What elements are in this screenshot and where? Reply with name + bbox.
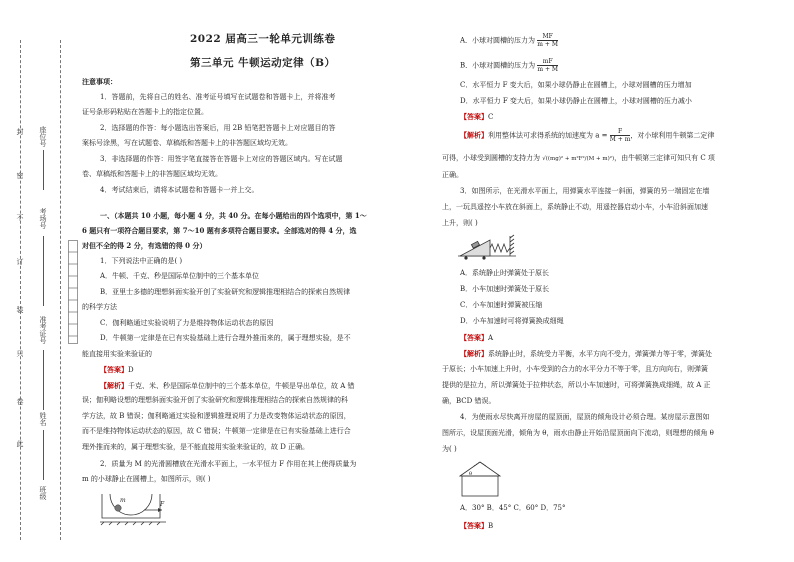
field-room-line — [43, 236, 44, 306]
q2-stem-2: m 的小球静止在圆槽上，如图所示，则( ) — [82, 475, 211, 483]
q4-figure — [456, 458, 504, 498]
margin-char-mi: 密 — [16, 172, 24, 179]
q3-option-b: B．小车加速时弹簧处于原长 — [460, 285, 550, 293]
margin-char-ding: 订 — [16, 258, 24, 265]
q1-option-d-b: 能直接用实验来验证的 — [82, 350, 152, 358]
field-ticket-number: 准考证号 — [39, 316, 47, 344]
margin-char-bu: 不 — [16, 214, 24, 221]
notice-item2-a: 2．选择题的作答：每小题选出答案后，用 2B 铅笔把答题卡上对应题目的答 — [100, 124, 336, 132]
q4-figure-angle-label: θ — [469, 471, 473, 477]
q3-answer — [460, 332, 493, 344]
support-force-formula: √((mg)² + m²F²/(M + m)²) — [542, 156, 615, 162]
section1-line1: 一、（本题共 10 小题，每小题 4 分，共 40 分。在每小题给出的四个选项中，第 1～ — [100, 211, 367, 220]
q3-option-c: C．小车加速时弹簧被压缩 — [460, 301, 543, 309]
analysis-text-cont: ，对小球利用牛顿第二定律 — [630, 131, 715, 140]
q2-option-a — [460, 33, 558, 48]
answer-tag: 【答案】 — [460, 521, 488, 530]
notice-item1-b: 证号条形码粘贴在答题卡上的指定位置。 — [82, 108, 208, 116]
field-seat-line — [43, 150, 44, 190]
q2-option-b — [460, 58, 558, 73]
q1-analysis-2: 误；伽利略设想的理想斜面实验开创了实验研究和逻辑推理相结合的探索自然规律的科 — [82, 396, 348, 404]
answer-value: A — [488, 334, 494, 342]
fraction-denominator: M + m — [609, 136, 631, 143]
notice-heading: 注意事项： — [82, 77, 117, 86]
field-exam-room: 考场号 — [39, 208, 47, 229]
q2-option-c: C．水平恒力 F 变大后，如果小球仍静止在圆槽上，小球对圆槽的压力增加 — [460, 81, 692, 89]
q2-analysis-2 — [442, 153, 715, 165]
field-name-line — [43, 430, 44, 480]
answer-tag: 【答案】 — [460, 112, 488, 121]
q2-analysis-3: 正确。 — [442, 171, 463, 179]
fraction-denominator: m + M — [537, 41, 558, 48]
q2-figure-label-m: m — [120, 497, 126, 504]
q3-analysis-3: 提供的是拉力，所以弹簧处于拉伸状态，所以小车加速时，可将弹簧换成细绳，故 A 正 — [442, 381, 711, 389]
analysis-text: 系统静止时，系统受力平衡，水平方向不受力，弹簧弹力等于零，弹簧处 — [488, 350, 712, 358]
q3-analysis-4: 确，BCD 错误。 — [442, 397, 496, 405]
margin-char-ci: 此 — [16, 440, 24, 447]
field-class: 班级 — [39, 486, 47, 500]
analysis-tag: 【解析】 — [100, 381, 128, 390]
analysis-text-cont: ，由牛顿第三定律可知只有 C 项 — [614, 154, 715, 162]
q3-stem-2: 上，一玩具遥控小车放在斜面上，系统静止不动，用遥控器启动小车，小车沿斜面加速 — [442, 203, 708, 211]
margin-char-zhuang: 装 — [16, 306, 24, 313]
fraction-numerator: F — [610, 128, 631, 136]
ticket-number-boxes — [68, 240, 78, 344]
q1-option-b-a: B．亚里士多德的理想斜面实验开创了实验研究和逻辑推理相结合的探索自然规律 — [100, 288, 351, 296]
q1-analysis-1 — [100, 380, 355, 392]
q3-stem-1: 3．如图所示，在光滑水平面上，用弹簧水平连接一斜面，弹簧的另一端固定在墙 — [460, 187, 710, 195]
answer-value: D — [128, 366, 134, 374]
q2-option-b-fraction — [537, 58, 558, 73]
answer-tag: 【答案】 — [460, 333, 488, 342]
q2-figure — [100, 490, 168, 526]
q3-figure — [458, 232, 518, 262]
q2-stem-1: 2．质量为 M 的光滑圆槽放在光滑水平面上，一水平恒力 F 作用在其上使得质量为 — [100, 460, 357, 468]
q1-analysis-4: 而不是维持物体运动状态的原因，故 C 错误；牛顿第一定律是在已有实验基础上进行合 — [82, 427, 351, 435]
field-name: 姓名 — [39, 412, 47, 426]
notice-item2-b: 案标号涂黑，写在试题卷、草稿纸和答题卡上的非答题区域均无效。 — [82, 139, 292, 147]
q3-option-d: D．小车加速时可将弹簧换成细绳 — [460, 317, 564, 325]
q4-stem-2: 图所示，设屋顶面光滑，倾角为 θ，雨水由静止开始沿屋顶面向下流动，则理想的倾角 θ — [442, 429, 714, 437]
q1-option-c: C．伽利略通过实验说明了力是维持物体运动状态的原因 — [100, 319, 274, 327]
margin-char-zhi: 只 — [16, 350, 24, 357]
q1-stem: 1．下列说法中正确的是( ) — [100, 257, 183, 265]
analysis-tag: 【解析】 — [460, 130, 488, 140]
notice-item1-a: 1．答题前，先将自己的姓名、准考证号填写在试题卷和答题卡上，并将准考 — [100, 93, 336, 101]
q4-stem-1: 4．为使雨水尽快离开房屋的屋顶面，屋顶的倾角设计必须合理。某房屋示意图如 — [460, 413, 710, 421]
q3-stem-3: 上升，则( ) — [442, 219, 478, 227]
notice-item4: 4．考试结束后，请将本试题卷和答题卡一并上交。 — [100, 186, 259, 194]
q1-answer — [100, 364, 134, 376]
q2-figure-label-f: F — [160, 501, 165, 508]
section1-line2: 6 题只有一项符合题目要求，第 7～10 题有多项符合题目要求。全部选对的得 4 分，选 — [82, 226, 357, 235]
field-seat-number: 座位号 — [39, 126, 47, 147]
page-subtitle: 第三单元 牛顿运动定律（B） — [190, 57, 336, 69]
section1-line3: 对但不全的得 2 分，有选错的得 0 分） — [82, 241, 207, 250]
q2-analysis-1 — [460, 128, 714, 143]
answer-value: C — [488, 113, 494, 121]
q1-option-b-b: 的科学方法 — [82, 303, 117, 311]
q4-stem-3: 为( ) — [442, 445, 457, 453]
margin-char-juan: 卷 — [16, 398, 24, 405]
q1-option-a: A．牛顿、千克、秒是国际单位制中的三个基本单位 — [100, 272, 260, 280]
answer-value: B — [488, 522, 494, 530]
answer-tag: 【答案】 — [100, 365, 128, 374]
q1-analysis-5: 理外推而来的，属于理想实验，是不能直接用实验来验证的，故 D 正确。 — [82, 443, 310, 451]
q1-option-d-a: D．牛顿第一定律是在已有实验基础上进行合理外推而来的，属于理想实验，是不 — [100, 334, 351, 342]
notice-item3-a: 3．非选择题的作答：用签字笔直接答在答题卡上对应的答题区域内。写在试题 — [100, 155, 343, 163]
q3-option-a: A．系统静止时弹簧处于原长 — [460, 269, 550, 277]
page-title: 2022 届高三一轮单元训练卷 — [190, 33, 336, 45]
q2-answer — [460, 111, 493, 123]
q2-option-a-text: A．小球对圆槽的压力为 — [460, 36, 536, 45]
analysis-text: 可得，小球受到圆槽的支持力为 — [442, 154, 540, 162]
analysis-tag: 【解析】 — [460, 349, 488, 358]
q2-analysis-fraction — [610, 128, 631, 143]
fraction-numerator: MF — [537, 33, 558, 41]
q1-analysis-3: 学方法，故 B 错误；伽利略通过实验和逻辑推理说明了力是改变物体运动状态的原因， — [82, 412, 351, 420]
q4-options: A．30° B．45° C．60° D．75° — [460, 504, 566, 512]
binding-line-outer — [20, 40, 21, 540]
fraction-denominator: m + M — [537, 66, 559, 73]
notice-item3-b: 卷、草稿纸和答题卡上的非答题区域均无效。 — [82, 170, 222, 178]
q2-option-d: D．水平恒力 F 变大后，如果小球仍静止在圆槽上，小球对圆槽的压力减小 — [460, 97, 692, 105]
q3-analysis-2: 于原长；小车加速上升时，小车受到的合力的水平分力不等于零，且方向向右，则弹簧 — [442, 365, 708, 373]
q4-answer — [460, 520, 493, 532]
q2-option-b-text: B．小球对圆槽的压力为 — [460, 61, 536, 70]
analysis-text: 利用整体法可求得系统的加速度为 a = — [488, 131, 608, 140]
q3-analysis-1 — [460, 348, 712, 360]
fraction-numerator: mF — [537, 58, 558, 66]
analysis-text: 千克、米、秒是国际单位制中的三个基本单位，牛顿是导出单位，故 A 错 — [128, 382, 355, 390]
q2-option-a-fraction — [537, 33, 558, 48]
margin-char-feng: 封 — [16, 128, 24, 135]
binding-line-inner — [60, 40, 61, 540]
field-ticket-line — [43, 350, 44, 410]
